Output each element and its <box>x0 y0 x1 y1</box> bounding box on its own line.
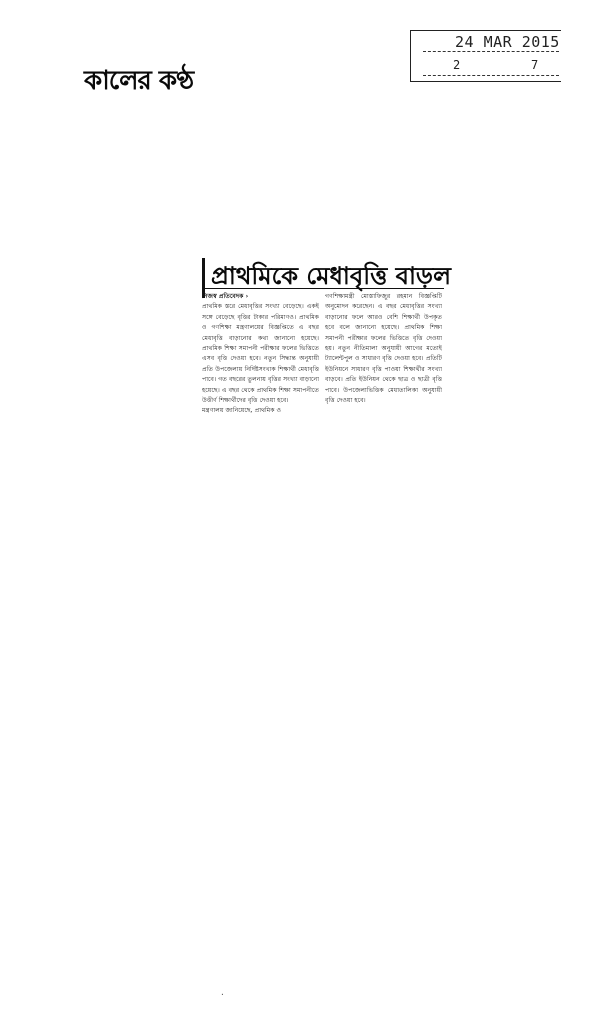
article-byline: নিজস্ব প্রতিবেদক › <box>202 293 249 300</box>
article-body <box>202 292 442 456</box>
newspaper-masthead: কালের কণ্ঠ <box>84 66 194 96</box>
stamp-date: 24 MAR 2015 <box>455 33 560 51</box>
stamp-column: 7 <box>531 58 539 72</box>
stamp-divider <box>423 51 559 52</box>
article-paragraph: গণশিক্ষামন্ত্রী মোস্তাফিজুর রহমান বিজ্ঞপ্তিটি অনুমোদন করেছেন। এ বছর মেধাবৃত্তির সংখ্যা বাড়ানোর ফলে আরও বেশি শিক্ষার্থী উপকৃত হবে বলে জানানো হয়েছে। প্রাথমিক শিক্ষা সমাপনী পরীক্ষার ফলের ভিত্তিতে বৃত্তি দেওয়া হয়। নতুন নীতিমালা অনুযায়ী আগের মতোই ট্যালেন্টপুল ও সাধারণ বৃত্তি দেওয়া হবে। প্রতিটি ইউনিয়নে সাধারণ বৃত্তি পাওয়া শিক্ষার্থীর সংখ্যা বাড়বে। প্রতি ইউনিয়ন থেকে ছাত্র ও ছাত্রী বৃত্তি পাবে। উপজেলাভিত্তিক মেধাতালিকা অনুযায়ী বৃত্তি দেওয়া হবে। <box>325 293 442 405</box>
headline-underline <box>204 288 444 289</box>
stamp-page: 2 <box>453 58 461 72</box>
date-stamp <box>410 30 561 82</box>
stamp-divider <box>423 75 559 76</box>
article-paragraph-tail: মন্ত্রণালয় জানিয়েছে, প্রাথমিক ও <box>202 407 282 415</box>
article-paragraph: প্রাথমিক স্তরে মেধাবৃত্তির সংখ্যা বেড়েছে। একই সঙ্গে বেড়েছে বৃত্তির টাকার পরিমাণও। প্রাথমিক ও গণশিক্ষা মন্ত্রণালয়ের বিজ্ঞপ্তিতে এ বছর মেধাবৃত্তি বাড়ানোর কথা জানানো হয়েছে। প্রাথমিক শিক্ষা সমাপনী পরীক্ষার ফলের ভিত্তিতে এসব বৃত্তি দেওয়া হবে। নতুন সিদ্ধান্ত অনুযায়ী প্রতি উপজেলায় নির্দিষ্টসংখ্যক শিক্ষার্থী মেধাবৃত্তি পাবে। গত বছরের তুলনায় বৃত্তির সংখ্যা বাড়ানো হয়েছে। এ বছর থেকে প্রাথমিক শিক্ষা সমাপনীতে উত্তীর্ণ শিক্ষার্থীদের বৃত্তি দেওয়া হবে। <box>202 303 319 405</box>
article-column-left <box>202 292 319 456</box>
article-headline: প্রাথমিকে মেধাবৃত্তি বাড়ল <box>202 258 451 298</box>
page-mark: · <box>220 990 225 999</box>
article-column-right <box>325 292 442 456</box>
